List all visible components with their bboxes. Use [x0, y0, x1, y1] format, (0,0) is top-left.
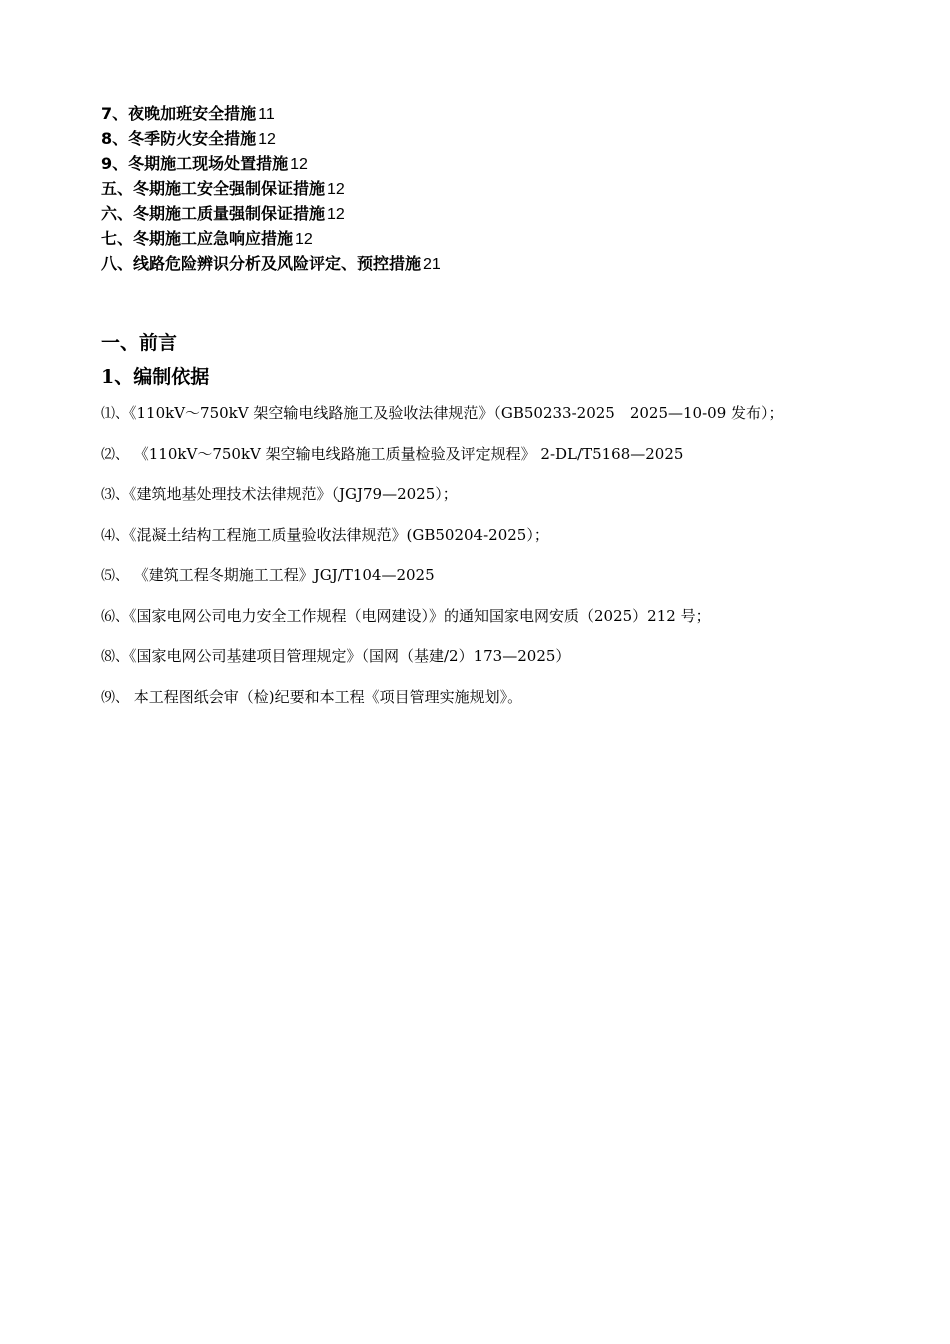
- reference-text: 本工程图纸会审（检)纪要和本工程《项目管理实施规划》。: [129, 687, 523, 706]
- toc-entry-page: 12: [327, 206, 345, 223]
- reference-item: [101, 556, 836, 597]
- toc-entry-title: 7、夜晚加班安全措施: [101, 104, 257, 123]
- reference-item: [101, 678, 836, 719]
- section-heading: 一、前言: [101, 332, 178, 354]
- reference-item: [101, 637, 836, 678]
- toc-entry-page: 12: [290, 156, 308, 173]
- reference-number: ⑸、: [101, 569, 129, 584]
- toc-entry-title: 六、冬期施工质量强制保证措施: [101, 204, 326, 223]
- reference-number: ⑻、: [101, 650, 129, 665]
- toc-entry-page: 12: [258, 131, 276, 148]
- reference-text: 《110kV～750kV 架空输电线路施工及验收法律规范》（GB50233-2025 2025—10-09 发布）；: [129, 404, 784, 422]
- toc-entry-title: 八、线路危险辨识分析及风险评定、预控措施: [101, 254, 422, 273]
- toc-entry-page: 11: [258, 106, 275, 123]
- reference-text: 《建筑工程冬期施工工程》JGJ/T104—2025: [129, 566, 435, 584]
- reference-list: [101, 394, 836, 718]
- subsection-heading: 1、编制依据: [101, 366, 210, 388]
- reference-text: 《混凝土结构工程施工质量验收法律规范》(GB50204-2025）；: [129, 525, 549, 544]
- reference-item: [101, 516, 836, 557]
- toc-entry-page: 21: [423, 256, 441, 273]
- reference-text: 《建筑地基处理技术法律规范》（JGJ79—2025）；: [129, 485, 458, 503]
- reference-item: [101, 394, 836, 435]
- toc-entry[interactable]: [101, 126, 861, 151]
- reference-number: ⑴、: [101, 407, 129, 422]
- reference-item: [101, 435, 836, 476]
- toc-entry[interactable]: [101, 201, 861, 226]
- reference-item: [101, 475, 836, 516]
- toc-entry[interactable]: [101, 251, 861, 276]
- toc-entry-page: 12: [295, 231, 313, 248]
- toc-entry-title: 8、冬季防火安全措施: [101, 129, 257, 148]
- reference-item: [101, 597, 836, 638]
- toc-entry[interactable]: [101, 101, 861, 126]
- reference-text: 《国家电网公司电力安全工作规程（电网建设）》的通知国家电网安质（2025）212 号；: [129, 606, 711, 625]
- reference-text: 《110kV～750kV 架空输电线路施工质量检验及评定规程》 2-DL/T5168—2025: [129, 444, 684, 463]
- toc-entry[interactable]: [101, 226, 861, 251]
- toc-entry-page: 12: [327, 181, 345, 198]
- toc-entry[interactable]: [101, 151, 861, 176]
- table-of-contents: [101, 101, 861, 276]
- reference-number: ⑼、: [101, 690, 129, 706]
- toc-entry-title: 七、冬期施工应急响应措施: [101, 229, 294, 248]
- toc-entry-title: 五、冬期施工安全强制保证措施: [101, 179, 326, 198]
- reference-number: ⑷、: [101, 528, 129, 544]
- reference-number: ⑶、: [101, 488, 129, 503]
- reference-number: ⑵、: [101, 447, 129, 463]
- reference-number: ⑹、: [101, 609, 129, 625]
- reference-text: 《国家电网公司基建项目管理规定》（国网（基建/2）173—2025）: [129, 647, 571, 665]
- toc-entry[interactable]: [101, 176, 861, 201]
- toc-entry-title: 9、冬期施工现场处置措施: [101, 154, 289, 173]
